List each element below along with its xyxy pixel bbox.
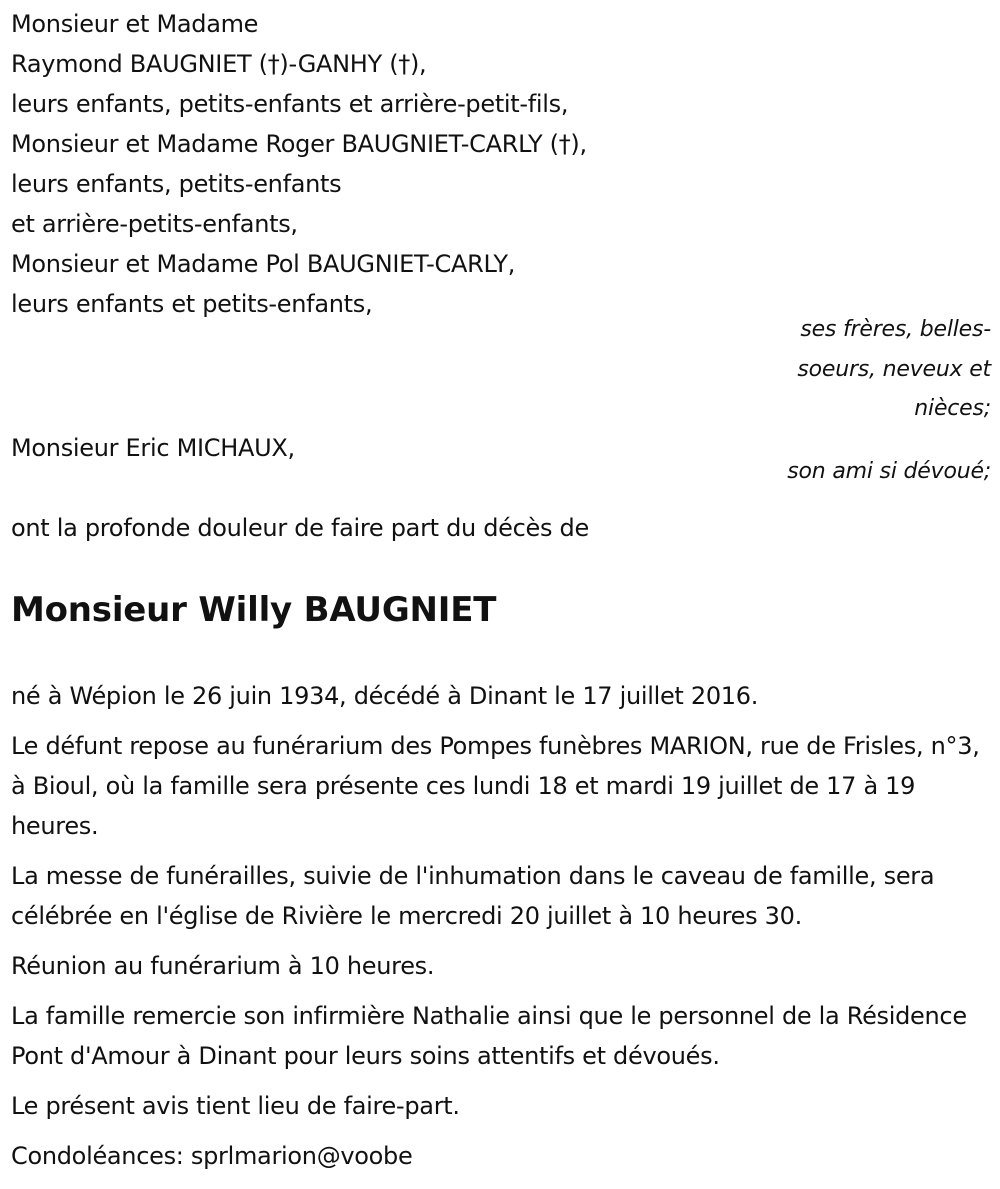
family-line: Monsieur et Madame Roger BAUGNIET-CARLY (†), (11, 130, 587, 158)
birth-death-dates: né à Wépion le 26 juin 1934, décédé à Dinant le 17 juillet 2016. (11, 682, 759, 710)
funeral-home-info: Le défunt repose au funérarium des Pompes funèbres MARION, rue de Frisles, n°3, à Bioul, où la famille sera présente ces lundi 18 et mardi 19 juillet de 17 à 19 heures. (11, 732, 980, 840)
family-list (11, 4, 751, 324)
friend-name: Monsieur Eric MICHAUX, (11, 434, 295, 462)
family-line: Monsieur et Madame Pol BAUGNIET-CARLY, (11, 250, 516, 278)
family-line: leurs enfants, petits-enfants (11, 170, 342, 198)
family-relation: ses frères, belles-soeurs, neveux et nièces; (797, 317, 991, 421)
friend-relation: son ami si dévoué; (787, 459, 991, 484)
family-line: Monsieur et Madame (11, 10, 259, 38)
details-section (11, 676, 986, 1186)
meeting-info: Réunion au funérarium à 10 heures. (11, 952, 435, 980)
funeral-mass-info: La messe de funérailles, suivie de l'inhumation dans le caveau de famille, sera célébrée en l'église de Rivière le mercredi 20 juillet à 10 heures 30. (11, 862, 935, 930)
notice-statement: Le présent avis tient lieu de faire-part. (11, 1092, 460, 1120)
family-line: leurs enfants, petits-enfants et arrière-petit-fils, (11, 90, 569, 118)
deceased-name: Monsieur Willy BAUGNIET (11, 590, 497, 630)
announcement-text: ont la profonde douleur de faire part du décès de (11, 514, 589, 542)
family-line: leurs enfants et petits-enfants, (11, 290, 373, 318)
thanks-note: La famille remercie son infirmière Nathalie ainsi que le personnel de la Résidence Pont d'Amour à Dinant pour leurs soins attentifs et dévoués. (11, 1002, 967, 1070)
family-line: Raymond BAUGNIET (†)-GANHY (†), (11, 50, 427, 78)
condolences-contact: Condoléances: sprlmarion@voobe (11, 1142, 413, 1170)
family-line: et arrière-petits-enfants, (11, 210, 298, 238)
